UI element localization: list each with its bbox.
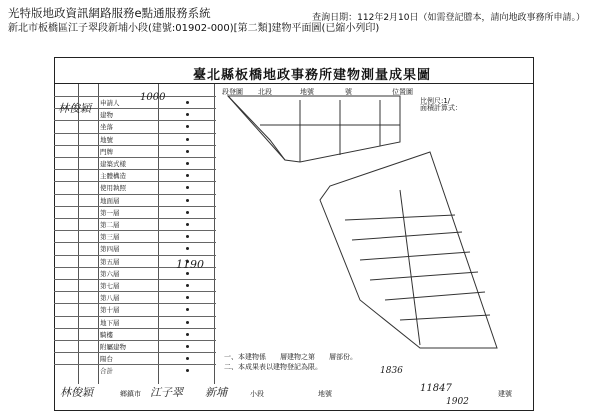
form-row-label: 第八層 — [100, 294, 120, 303]
form-row-label: 附屬建物 — [100, 343, 126, 351]
note-2: 二、本成果表以建物登記為限。 — [224, 363, 322, 371]
footer-handwritten-code3: 11847 — [420, 383, 452, 394]
note-1: 一、本建物係 層建物之第 層部份。 — [224, 353, 357, 361]
top-label-0: 段登圖 — [222, 88, 243, 96]
form-row-label: 第一層 — [100, 208, 120, 217]
top-label-4: 位置圖 — [392, 88, 413, 96]
document-subtitle: 新北市板橋區江子翠段新埔小段(建號:01902-000)[第二類]建物平面圖(已縮小列印) — [8, 23, 380, 34]
plan-floor-line-2 — [352, 232, 462, 240]
form-row-label: 地面層 — [100, 196, 120, 205]
form-row-label: 合計 — [100, 367, 113, 376]
footer-handwritten-section: 江子翠 — [150, 386, 183, 399]
form-row-label: 申請人 — [100, 99, 120, 107]
footer-handwritten-subsection: 新埔 — [205, 386, 227, 399]
sheet-title: 臺北縣板橋地政事務所建物測量成果圖 — [193, 68, 432, 83]
top-label-3: 號 — [345, 88, 352, 96]
area-formula-label: 面積計算式： — [420, 104, 462, 112]
scale-label: 比例尺:1/ — [420, 97, 451, 105]
plan-floor-line-4 — [370, 272, 478, 280]
form-row-label: 建築式樣 — [100, 160, 126, 168]
plan-upper-block — [228, 96, 400, 162]
form-row-label: 騎樓 — [100, 330, 113, 339]
handwritten-lot: 1190 — [176, 258, 204, 271]
footer-handwritten-name: 林俊穎 — [60, 386, 93, 399]
top-label-2: 地號 — [300, 88, 314, 96]
form-row-label: 使用執照 — [100, 184, 126, 193]
plan-floor-line-1 — [345, 215, 455, 220]
form-row-label: 地下層 — [100, 318, 120, 327]
handwritten-code2: 1836 — [380, 366, 403, 376]
footer-district-label: 鄉鎮市 — [120, 390, 141, 398]
footer-building-label: 建號 — [498, 390, 512, 398]
handwritten-date: 1000 — [140, 92, 166, 103]
form-row-label: 主體構造 — [100, 172, 126, 181]
plan-floor-line-3 — [360, 252, 470, 260]
form-row-label: 第二層 — [100, 221, 120, 229]
query-date: 查詢日期：112年2月10日（如需登記謄本，請向地政事務所申請。） — [312, 13, 585, 23]
plan-upper-diagonal — [228, 96, 285, 160]
footer-handwritten-code4: 1902 — [446, 397, 469, 407]
form-row-label: 第十層 — [100, 306, 120, 315]
plan-floor-line-5 — [385, 292, 485, 300]
plan-vertical-line — [400, 190, 420, 345]
form-row-label: 陽台 — [100, 355, 113, 364]
plan-lower-block — [320, 152, 497, 348]
footer-section-label: 小段 — [250, 390, 264, 398]
form-row-label: 坐落 — [100, 123, 113, 132]
form-row-label: 第五層 — [100, 257, 120, 266]
footer-lot-label: 地號 — [318, 390, 332, 398]
form-row-label: 地號 — [100, 135, 113, 144]
app-title: 光特版地政資訊網路服務e點通服務系統 — [8, 6, 211, 20]
form-row-label: 門牌 — [100, 147, 113, 156]
form-row-label: 第六層 — [100, 269, 120, 278]
top-label-1: 北段 — [258, 88, 272, 96]
form-row-label: 第七層 — [100, 282, 120, 290]
plan-floor-line-6 — [400, 315, 490, 320]
form-row-label: 第三層 — [100, 233, 120, 242]
form-row-label: 建物 — [100, 111, 113, 120]
form-row-label: 第四層 — [100, 245, 120, 254]
handwritten-applicant: 林俊穎 — [58, 102, 91, 115]
